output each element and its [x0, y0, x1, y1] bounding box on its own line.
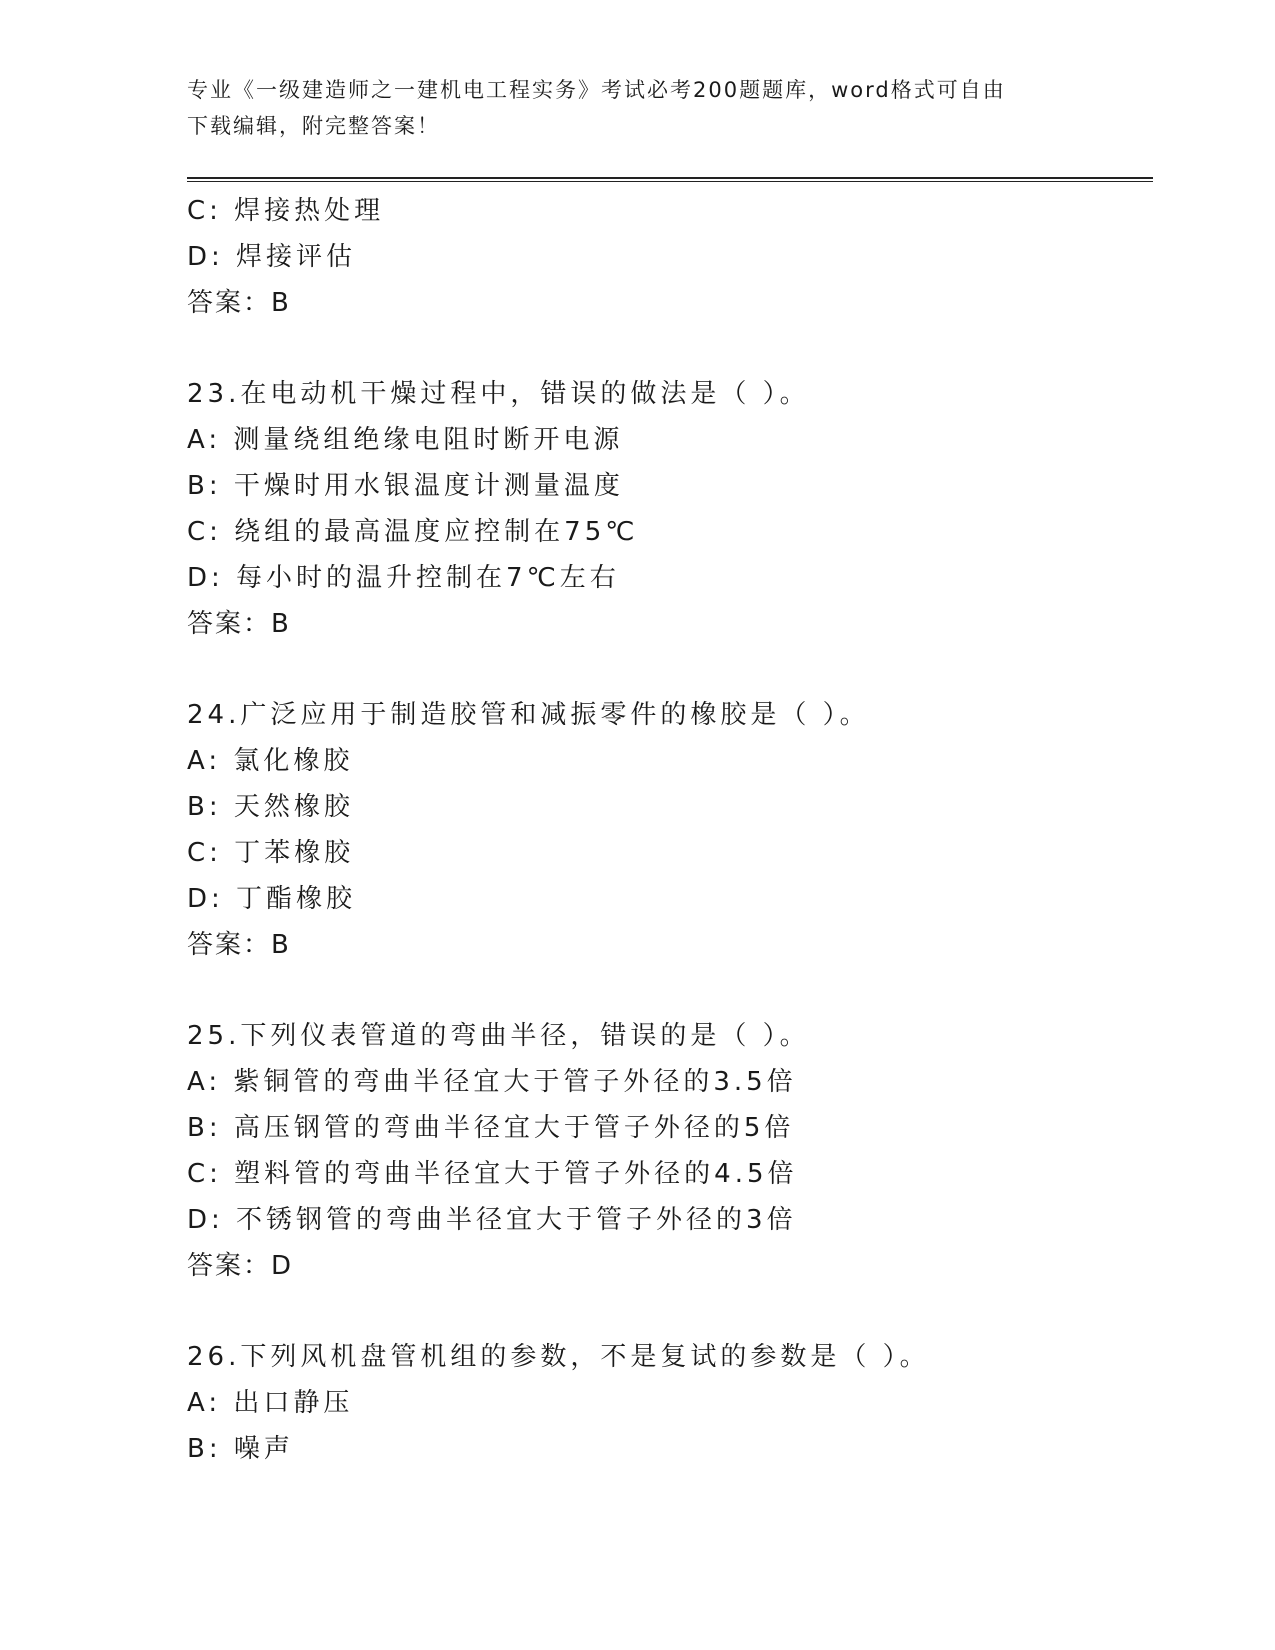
option-a: A: 出口静压: [187, 1388, 354, 1418]
answer-line: 答案：B: [187, 930, 291, 960]
question-23: [187, 371, 1147, 647]
option-b: B: 噪声: [187, 1434, 294, 1464]
option-a: A: 氯化橡胶: [187, 746, 354, 776]
question-list: [187, 188, 1147, 1472]
option-b: B: 干燥时用水银温度计测量温度: [187, 471, 624, 501]
option-a: A: 测量绕组绝缘电阻时断开电源: [187, 425, 624, 455]
question-text: 25.下列仪表管道的弯曲半径，错误的是（ ）。: [187, 1021, 810, 1051]
question-26: [187, 1334, 1147, 1472]
spacer: [187, 1289, 1147, 1334]
option-b: B: 天然橡胶: [187, 792, 354, 822]
answer-line: 答案：B: [187, 288, 291, 318]
document-header: [187, 72, 1067, 144]
header-line-2: 下载编辑，附完整答案！: [187, 114, 440, 138]
question-text: 23.在电动机干燥过程中，错误的做法是（ ）。: [187, 379, 810, 409]
option-b: B: 高压钢管的弯曲半径宜大于管子外径的5倍: [187, 1113, 795, 1143]
option-d: D: 焊接评估: [187, 242, 357, 272]
option-c: C: 焊接热处理: [187, 196, 385, 226]
question-22-tail: [187, 188, 1147, 326]
header-divider: [187, 177, 1153, 182]
option-c: C: 塑料管的弯曲半径宜大于管子外径的4.5倍: [187, 1159, 798, 1189]
option-c: C: 丁苯橡胶: [187, 838, 355, 868]
option-d: D: 不锈钢管的弯曲半径宜大于管子外径的3倍: [187, 1205, 797, 1235]
question-25: [187, 1013, 1147, 1289]
spacer: [187, 968, 1147, 1013]
header-line-1: 专业《一级建造师之一建机电工程实务》考试必考200题题库，word格式可自由: [187, 78, 1006, 102]
option-d: D: 丁酯橡胶: [187, 884, 357, 914]
answer-line: 答案：B: [187, 609, 291, 639]
question-text: 26.下列风机盘管机组的参数，不是复试的参数是（ ）。: [187, 1342, 930, 1372]
option-d: D: 每小时的温升控制在7℃左右: [187, 563, 620, 593]
question-text: 24.广泛应用于制造胶管和减振零件的橡胶是（ ）。: [187, 700, 870, 730]
question-24: [187, 692, 1147, 968]
option-a: A: 紫铜管的弯曲半径宜大于管子外径的3.5倍: [187, 1067, 797, 1097]
answer-line: 答案：D: [187, 1251, 294, 1281]
spacer: [187, 647, 1147, 692]
option-c: C: 绕组的最高温度应控制在75℃: [187, 517, 639, 547]
spacer: [187, 326, 1147, 371]
